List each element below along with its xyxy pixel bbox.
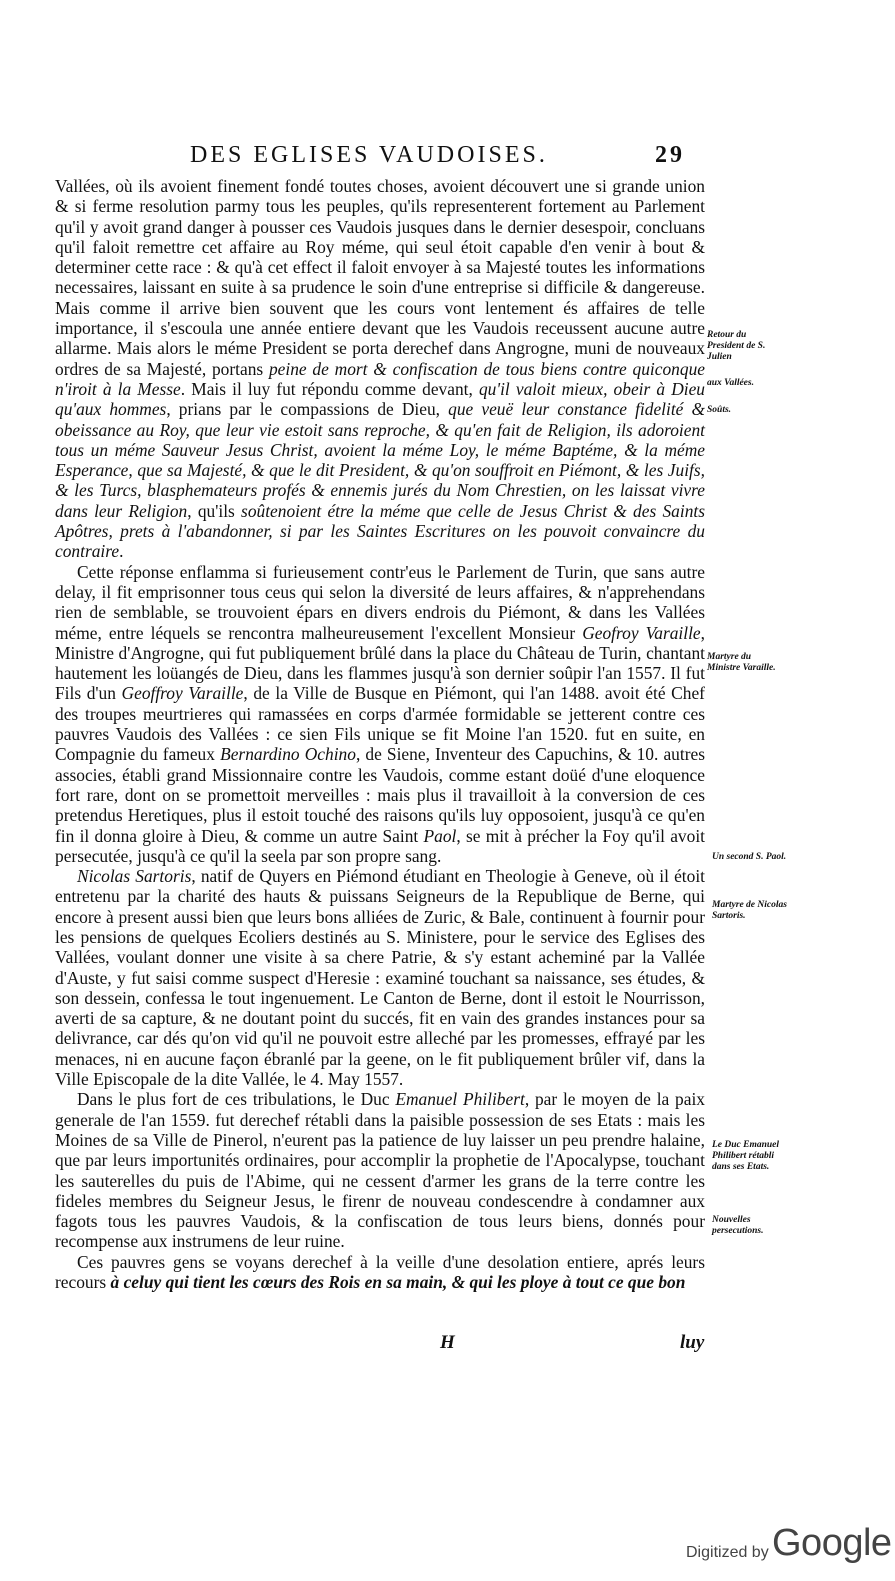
digitized-by-label: Digitized by bbox=[686, 1544, 769, 1561]
italic-run: à celuy qui tient les cœurs des Rois en sa main, & qui les ploye à tout ce que bon bbox=[110, 1272, 686, 1293]
margin-note: Martyre du Ministre Varaille. bbox=[707, 652, 776, 673]
italic-run: soûtenoient étre la méme que celle de Jesus Christ & des Saints Apôtres, prets à l'abandonner, si par les Saintes Escritures on les pouvoit convaincre du contraire bbox=[55, 500, 705, 562]
text-run: Dans le plus fort de ces tribulations, le Duc bbox=[77, 1089, 396, 1110]
text-run: . Mais il luy fut répondu comme devant, bbox=[180, 378, 479, 399]
google-logo: Google bbox=[772, 1522, 892, 1564]
text-run: Vallées, où ils avoient finement fondé toutes choses, avoient découvert une si grande union & si ferme resolution parmy tous les peuples, qu'ils representerent fortement au Parlement qu'il y avoit grand danger à pousser ces Vaudois jusques dans le dernier desespoir, concluans qu'il faloit remettre cet affaire au Roy méme, qui seul étoit capable d'en venir à bout & determiner cette race : & qu'à cet effect il faloit envoyer à sa Majesté toutes les informations necessaires, laissant en suite à sa prudence le soin d'une entreprise si difficile & dangereuse. Mais comme il arrive bien souvent que les cours vont lentement és affaires de telle importance, il s'escoula une année entiere devant que les Vaudois receussent aucune autre allarme. Mais alors le méme President se porta derechef dans Angrogne, muni de nouveaux ordres de sa Majesté, portans bbox=[55, 176, 705, 379]
paragraph-5 bbox=[55, 1252, 705, 1293]
italic-run: Geofroy Varaille bbox=[582, 622, 701, 643]
text-run: , de Siene, Inventeur des Capuchins, & 10. autres associes, établi grand Missionnaire contre les Vaudois, comme estant doüé d'une eloquence fort rare, dont on se promettoit merveilles : mais plus il travailloit à la conversion de ces pretendus Heretiques, plus il estoit touché des raisons qu'ils luy opposoient, jusqu'à ce qu'en fin il donna gloire à Dieu, & comme un autre Saint bbox=[55, 744, 705, 846]
margin-note: Le Duc Emanuel Philibert rétabli dans ses Etats. bbox=[712, 1140, 780, 1172]
text-run: Cette réponse enflamma si furieusement contr'eus le Parlement de Turin, que sans autre delay, il fit emprisonner tous ceus qui selon la diversité de leurs affaires, & n'apprehendans rien de semblable, se trouvoient épars en divers endrois du Piémont, & dans les Vallées méme, entre léquels se rencontra malheureusement l'excellent Monsieur bbox=[55, 561, 705, 643]
italic-run: Nicolas Sartoris bbox=[77, 866, 192, 887]
text-run: , par le moyen de la paix generale de l'an 1559. fut derechef rétabli dans la paisible possession de ses Etats : mais les Moines de sa Ville de Pinerol, n'eurent pas la patience de luy laisser un peu prendre halaine, que par leurs importunités ordinaires, pour accomplir la prophetie de l'Apocalypse, touchant les sauterelles du puis de l'Abime, qui ne cessent d'armer les grans de la terre contre les fideles membres du Seigneur Jesus, le firenr de nouveau condescendre à condamner aux fagots tous les pauvres Vaudois, & la confiscation de tous leurs biens, donnés pour recompense aux instrumens de leur ruine. bbox=[55, 1089, 705, 1252]
margin-note: Un second S. Paol. bbox=[712, 852, 787, 862]
margin-note: Nouvelles persecutions. bbox=[712, 1215, 764, 1236]
text-run: . bbox=[119, 541, 124, 562]
text-run: , prians par le compassions de Dieu, bbox=[166, 399, 449, 420]
text-run: , natif de Quyers en Piémond étudiant en Theologie à Geneve, où il étoit entretenu par la charité des hauts & puissans Seigneurs de la Republique de Berne, qui encore à present aussi bien que leurs bons alliées de Zuric, & Bale, continuent à fournir pour les pensions de quelques Ecoliers destinés au S. Ministere, pour le service des Eglises des Vallées, voulant donner une visite à sa chere Patrie, & s'y estant acheminé par la Vallée d'Auste, y fut saisi comme suspect d'Heresie : examiné touchant sa naissance, ses études, & son dessein, confessa le tout ingenuement. Le Canton de Berne, dont il estoit le Nourrisson, averti de sa capture, & ne doutant point du succés, fit en vain des grandes instances pour sa delivrance, car dés qu'on vid qu'il ne pouvoit estre alleché par les promesses, effrayé par les menaces, ni en aucune façon ébranlé par la geene, on le fit publiquement brûler vif, dans la Ville Episcopale de la dite Vallée, le 4. May 1557. bbox=[55, 866, 706, 1090]
italic-run: que veuë leur constance fidelité & obeissance au Roy, que leur vie estoit sans reproche, & qu'en fait de Religion, ils adoroient tous un méme Sauveur Jesus Christ, avoient la méme Loy, le méme Baptéme, & la méme Esperance, que sa Majesté, & que le dit President, & qu'on souffroit en Piémont, & les Juifs, & les Turcs, blasphemateurs profés & ennemis jurés du Nom Chrestien, on les laissat vivre dans leur Religion bbox=[55, 399, 706, 521]
italic-run: Emanuel Philibert bbox=[395, 1089, 525, 1110]
running-title: DES EGLISES VAUDOISES. bbox=[190, 142, 548, 168]
margin-note: Martyre de Nicolas Sartoris. bbox=[712, 900, 787, 921]
text-run: , se mit à précher la Foy qu'il avoit persecutée, jusqu'à ce qu'il la seela par son propre sang. bbox=[55, 825, 705, 866]
italic-run: qu'il valoit mieux, obeir à Dieu qu'aux hommes bbox=[55, 378, 706, 420]
margin-note: Retour du President de S. Julien bbox=[707, 330, 766, 362]
page-number: 29 bbox=[655, 142, 685, 168]
italic-run: Paol bbox=[423, 825, 457, 846]
margin-note: aux Vallées. bbox=[707, 378, 754, 388]
running-header bbox=[190, 142, 710, 172]
paragraph-4 bbox=[55, 1089, 705, 1251]
italic-run: Geoffroy Varaille bbox=[121, 683, 244, 704]
italic-run: Bernardino Ochino bbox=[220, 744, 356, 765]
paragraph-3 bbox=[55, 866, 705, 1089]
digitized-watermark bbox=[686, 1520, 892, 1570]
catchword: luy bbox=[680, 1332, 705, 1353]
paragraph-2 bbox=[55, 562, 705, 866]
text-run: , de la Ville de Busque en Piémont, qui l'an 1488. avoit été Chef des troupes meurtrieres qui ramassées en corps d'armée formidable se jetterent contre ces pauvres Vaudois des Vallées : ce sien Fils unique se fit Moine l'an 1520. fut en suite, en Compagnie du fameux bbox=[55, 683, 705, 765]
signature-mark: H bbox=[440, 1332, 455, 1353]
italic-run: peine de mort & confiscation de tous biens contre quiconque n'iroit à la Messe bbox=[55, 358, 705, 399]
margin-note: Soûts. bbox=[707, 405, 732, 415]
text-run: Ces pauvres gens se voyans derechef à la veille d'une desolation entiere, aprés leurs recours bbox=[55, 1251, 705, 1293]
paragraph-1 bbox=[55, 176, 705, 562]
text-run: , Ministre d'Angrogne, qui fut publiquement brûlé dans la place du Château de Turin, chantant hautement les loüangés de Dieu, dans les flammes jusqu'à son dernier soûpir l'an 1557. Il fut Fils d'un bbox=[55, 622, 705, 704]
main-text bbox=[55, 176, 705, 1292]
text-run: , qu'ils bbox=[187, 500, 242, 521]
